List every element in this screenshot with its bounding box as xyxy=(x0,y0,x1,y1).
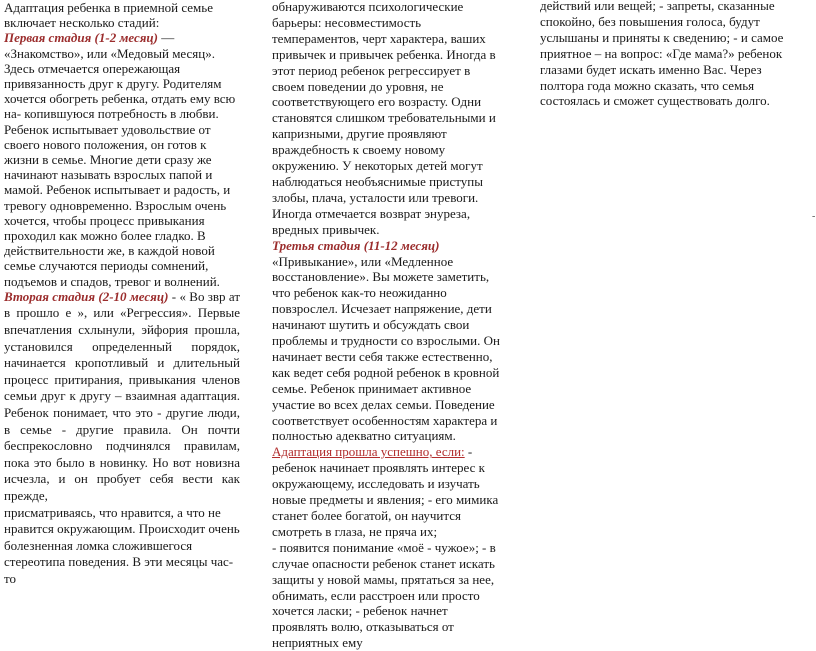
success-tail: - xyxy=(464,444,473,460)
stage1-text: «Знакомство», или «Медовый месяц». Здесь отмечается опережающая привязанность друг к другу. Родителям хочется обогреть ребенка, отдать ему всю на- копившуюся потребность в любви. Ребенок испытывает удовольствие от своего нового положения, он готов к жизни в семье. Многие дети сразу же начинают называть взрослых папой и мамой. Ребенок испытывает и радость, и тревогу одновременно. Взрослым очень хочется, чтобы процесс привыкания проходил как можно более гладко. В действительности же, в каждой новой семье случаются периоды сомнений, подъемов и спадов, тревог и волнений. xyxy=(4,45,236,289)
stage2-text: « Во звр ат в прошло е », или «Регрессия». Первые впечатления схлынули, эйфория прошла, установился определенный порядок, начинается кропотливый и длительный процесс притирания, привыкания членов семьи друг к другу – взаимная адаптация. Ребенок понимает, что это - другие люди, в семье - другие правила. Он почти беспрекословно подчинялся правилам, пока это было в новинку. Но вот новизна исчезла, и он пробует себя вести как прежде, xyxy=(4,288,240,503)
stray-mark: - xyxy=(812,211,816,222)
conclusion-paragraph xyxy=(540,0,788,109)
intro-text: Адаптация ребенка в приемной семье включает несколько стадий: xyxy=(4,0,213,31)
stage1-tail: — xyxy=(158,30,175,46)
stage3-text: «Привыкание», или «Медленное восстановление». Вы можете заметить, что ребенок как-то неожиданно повзрослел. Исчезает напряжение, дети начинают шутить и обсуждать свои проблемы и трудности со взрослыми. Он начинает вести себя также естественно, как ведет себя родной ребенок в кровной семье. Ребенок принимает активное участие во всех делах семьи. Поведение соответствует особенностям характера и полностью адекватно ситуациям. xyxy=(272,253,500,444)
stage2-title: Вторая стадия (2-10 месяц) xyxy=(4,288,169,304)
stage2-paragraph-continued xyxy=(4,505,240,588)
success-text: ребенок начинает проявлять интерес к окружающему, исследовать и изучать новые предметы и явления; - его мимика станет более богатой, он научится смотреть в глаза, не пряча их; xyxy=(272,460,499,539)
success-paragraph xyxy=(272,444,504,539)
stage3-paragraph xyxy=(272,238,504,445)
stage3-title: Третья стадия (11-12 месяц) xyxy=(272,237,440,253)
stage2-tail: - xyxy=(168,288,177,304)
barriers-paragraph xyxy=(272,0,504,238)
stage1-title: Первая стадия (1-2 месяц) xyxy=(4,30,158,46)
column-right xyxy=(540,0,788,109)
success-text-continued: - появится понимание «моё - чужое»; - в случае опасности ребенок станет искать защиты у новой мамы, прятаться за нее, обнимать, если расстроен или просто хочется ласки; - ребенок начнет проявлять волю, отказываться от неприятных ему xyxy=(272,539,496,651)
barriers-text: обнаруживаются психологические барьеры: несовместимость темпераментов, черт характера, ваших привычек и привычек ребенка. Иногда в этот период ребенок регрессирует в своем поведении до уровня, не соответствующего его возрасту. Одни становятся слишком требовательными и капризными, другие проявляют враждебность к своему новому окружению. У некоторых детей могут наблюдаться необъяснимые приступы злобы, плача, усталости или тревоги. Иногда отмечается возврат энуреза, вредных привычек. xyxy=(272,0,496,237)
stage1-paragraph xyxy=(4,30,240,288)
stage2-paragraph xyxy=(4,289,240,505)
intro-paragraph xyxy=(4,0,240,30)
conclusion-text: действий или вещей; - запреты, сказанные спокойно, без повышения голоса, будут услышаны и приняты к сведению; - и самое приятное – на вопрос: «Где мама?» ребенок глазами будет искать именно Вас. Через полтора года можно сказать, что семья состоялась и сможет существовать долго. xyxy=(540,0,784,109)
stage2-text-continued: присматриваясь, что нравится, а что не нравится окружающим. Происходит очень болезненная ломка сложившегося стереотипа поведения. В эти месяцы час- то xyxy=(4,504,240,586)
success-title: Адаптация прошла успешно, если: xyxy=(272,444,465,460)
column-middle xyxy=(272,0,504,651)
success-paragraph-continued xyxy=(272,540,504,651)
column-left xyxy=(4,0,240,588)
